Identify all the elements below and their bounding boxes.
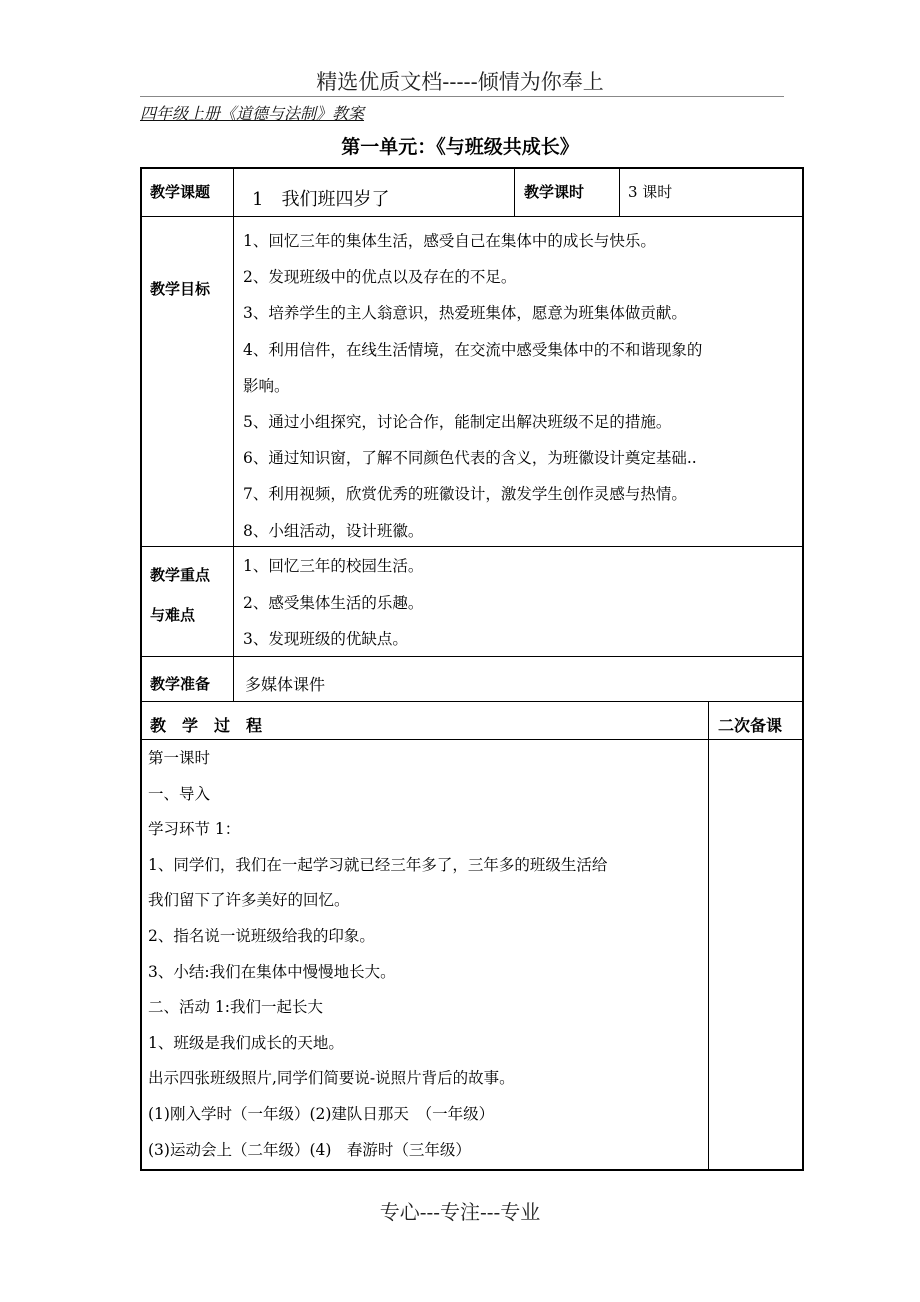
keypoint-item: 2、感受集体生活的乐趣。: [243, 593, 424, 612]
keypoints-list: [243, 548, 423, 658]
row-divider-topic: [140, 216, 804, 217]
keypoints-label-line1: 教学重点: [150, 566, 211, 584]
watermark-header: 精选优质文档-----倾情为你奉上: [316, 70, 604, 94]
unit-title: 第一单元：《与班级共成长》: [341, 136, 579, 158]
watermark-footer: 专心---专注---专业: [379, 1200, 541, 1224]
process-content: [148, 741, 607, 1168]
process-label: 教 学 过 程: [150, 716, 263, 735]
row-divider-process-header: [140, 739, 804, 740]
process-line: (3)运动会上（二年级）(4) 春游时（三年级）: [148, 1140, 471, 1159]
process-line: 1、同学们，我们在一起学习就已经三年多了，三年多的班级生活给: [148, 855, 608, 874]
topic-value: 1 我们班四岁了: [252, 189, 390, 210]
goal-item: 8、小组活动，设计班徽。: [243, 521, 424, 540]
goal-item: 3、培养学生的主人翁意识，热爱班集体，愿意为班集体做贡献。: [243, 304, 687, 323]
second-prep-label: 二次备课: [718, 716, 783, 735]
goals-label: 教学目标: [150, 280, 211, 298]
goal-item: 影响。: [243, 376, 290, 395]
keypoint-item: 3、发现班级的优缺点。: [243, 630, 408, 648]
prep-label: 教学准备: [150, 675, 211, 693]
goal-item: 5、通过小组探究，讨论合作，能制定出解决班级不足的措施。: [243, 413, 672, 432]
process-line: 第一课时: [148, 749, 211, 767]
process-line: 一、导入: [148, 784, 211, 803]
second-prep-column-divider: [708, 701, 709, 1171]
process-line: 2、指名说一说班级给我的印象。: [148, 926, 375, 945]
keypoint-item: 1、回忆三年的校园生活。: [243, 557, 424, 575]
hours-label: 教学课时: [524, 183, 585, 201]
process-line: 我们留下了许多美好的回忆。: [148, 891, 350, 910]
row-divider-prep: [140, 701, 804, 702]
process-line: 1、班级是我们成长的天地。: [148, 1033, 344, 1052]
process-line: 学习环节 1：: [148, 820, 241, 839]
goal-item: 1、回忆三年的集体生活，感受自己在集体中的成长与快乐。: [243, 232, 656, 250]
process-line: 出示四张班级照片,同学们简要说-说照片背后的故事。: [148, 1069, 515, 1088]
header-rule: [140, 96, 784, 97]
hours-value: 3 课时: [628, 183, 673, 201]
goal-item: 2、发现班级中的优点以及存在的不足。: [243, 268, 517, 287]
document-subheader: 四年级上册《道德与法制》教案: [140, 104, 365, 123]
keypoints-label-line2: 与难点: [150, 606, 196, 624]
process-line: (1)刚入学时（一年级）(2)建队日那天 （一年级）: [148, 1104, 495, 1123]
topic-label: 教学课题: [150, 183, 211, 201]
topic-hours-divider: [514, 167, 515, 216]
hours-label-divider: [619, 167, 620, 216]
row-divider-keypoints: [140, 656, 804, 657]
process-line: 二、活动 1:我们一起长大: [148, 998, 324, 1017]
goal-item: 7、利用视频，欣赏优秀的班徽设计，激发学生创作灵感与热情。: [243, 485, 687, 504]
process-line: 3、小结:我们在集体中慢慢地长大。: [148, 962, 396, 981]
label-column-divider: [233, 167, 234, 701]
goal-item: 6、通过知识窗，了解不同颜色代表的含义，为班徽设计奠定基础..: [243, 449, 697, 468]
goal-item: 4、利用信件，在线生活情境，在交流中感受集体中的不和谐现象的: [243, 340, 703, 359]
goals-list: [243, 223, 702, 549]
prep-value: 多媒体课件: [245, 675, 326, 694]
